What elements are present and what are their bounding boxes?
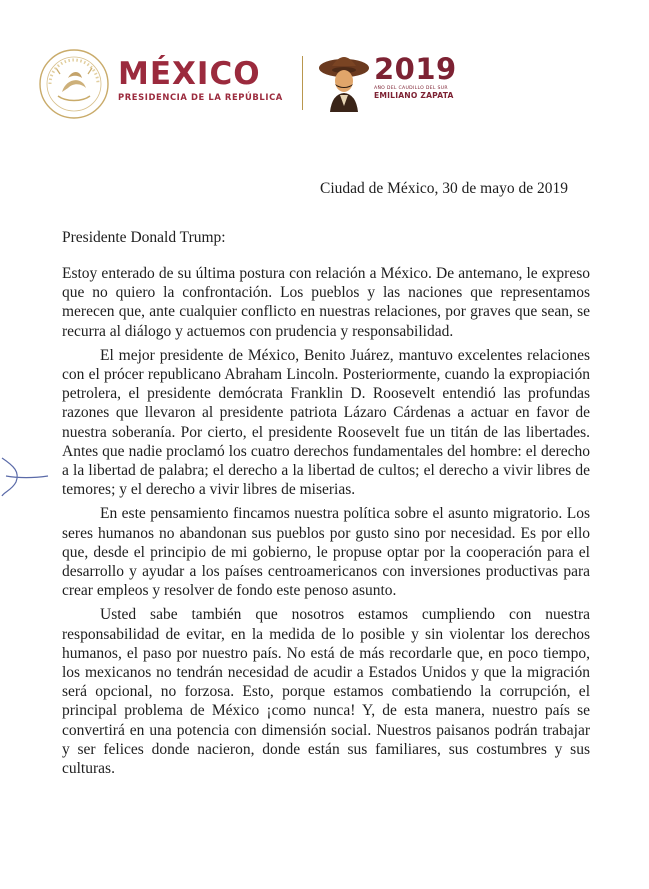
letter-paragraph: El mejor presidente de México, Benito Juárez, mantuvo excelentes relaciones con el prócer republicano Abraham Lincoln. Posteriormente, cuando la expropiación petrolera, el presidente demócrata Franklin D. Roosevelt entendió las profundas razones que llevaron al presidente patriota Lázaro Cárdenas a actuar en favor de nuestra soberanía. Por cierto, el presidente Roosevelt fue un titán de las libertades. Antes que nadie proclamó los cuatro derechos fundamentales del hombre: el derecho a la libertad de palabra; el derecho a la libertad de cultos; el derecho a vivir libres de temores; y el derecho a vivir libres de miserias. bbox=[62, 346, 590, 499]
year-number: 2019 bbox=[374, 52, 457, 86]
zapata-portrait-icon bbox=[318, 48, 370, 112]
letter-paragraph: Usted sabe también que nosotros estamos cumpliendo con nuestra responsabilidad de evitar, en la medida de lo posible y sin violentar los derechos humanos, el paso por nuestro país. No está de más recordarle que, en poco tiempo, los mexicanos no tendrán necesidad de acudir a Estados Unidos y que la migración será opcional, no forzosa. Esto, porque estamos combatiendo la corrupción, el principal problema de México ¡como nunca! Y, de esta manera, nuestro país se convertirá en una potencia con dimensión social. Nuestros paisanos podrán trabajar y ser felices donde nacieron, donde están sus familiares, sus costumbres y sus culturas. bbox=[62, 606, 590, 778]
national-seal-icon bbox=[38, 48, 110, 120]
letter-date: Ciudad de México, 30 de mayo de 2019 bbox=[320, 180, 568, 197]
year-block bbox=[374, 54, 457, 100]
letter-salutation: Presidente Donald Trump: bbox=[62, 229, 226, 246]
letterhead bbox=[38, 48, 508, 120]
margin-pen-mark-icon bbox=[0, 452, 50, 502]
brand-name: MÉXICO bbox=[118, 56, 261, 92]
brand-block bbox=[118, 58, 283, 102]
letter-body bbox=[62, 264, 590, 783]
letter-paragraph: En este pensamiento fincamos nuestra política sobre el asunto migratorio. Los seres humanos no abandonan sus pueblos por gusto sino por necesidad. Es por ello que, desde el principio de mi gobierno, le propuse optar por la cooperación para el desarrollo y ayudar a los países centroamericanos con inversiones productivas para crear empleos y resolver de fondo este penoso asunto. bbox=[62, 505, 590, 600]
year-honoree: EMILIANO ZAPATA bbox=[374, 91, 454, 100]
year-caption: AÑO DEL CAUDILLO DEL SUR bbox=[374, 86, 448, 91]
brand-subtitle: PRESIDENCIA DE LA REPÚBLICA bbox=[118, 92, 283, 102]
letterhead-divider bbox=[302, 56, 303, 110]
letter-paragraph: Estoy enterado de su última postura con relación a México. De antemano, le expreso que no quiero la confrontación. Los pueblos y las naciones que representamos merecen que, ante cualquier conflicto en nuestras relaciones, por graves que sean, se recurra al diálogo y actuemos con prudencia y responsabilidad. bbox=[62, 265, 590, 340]
